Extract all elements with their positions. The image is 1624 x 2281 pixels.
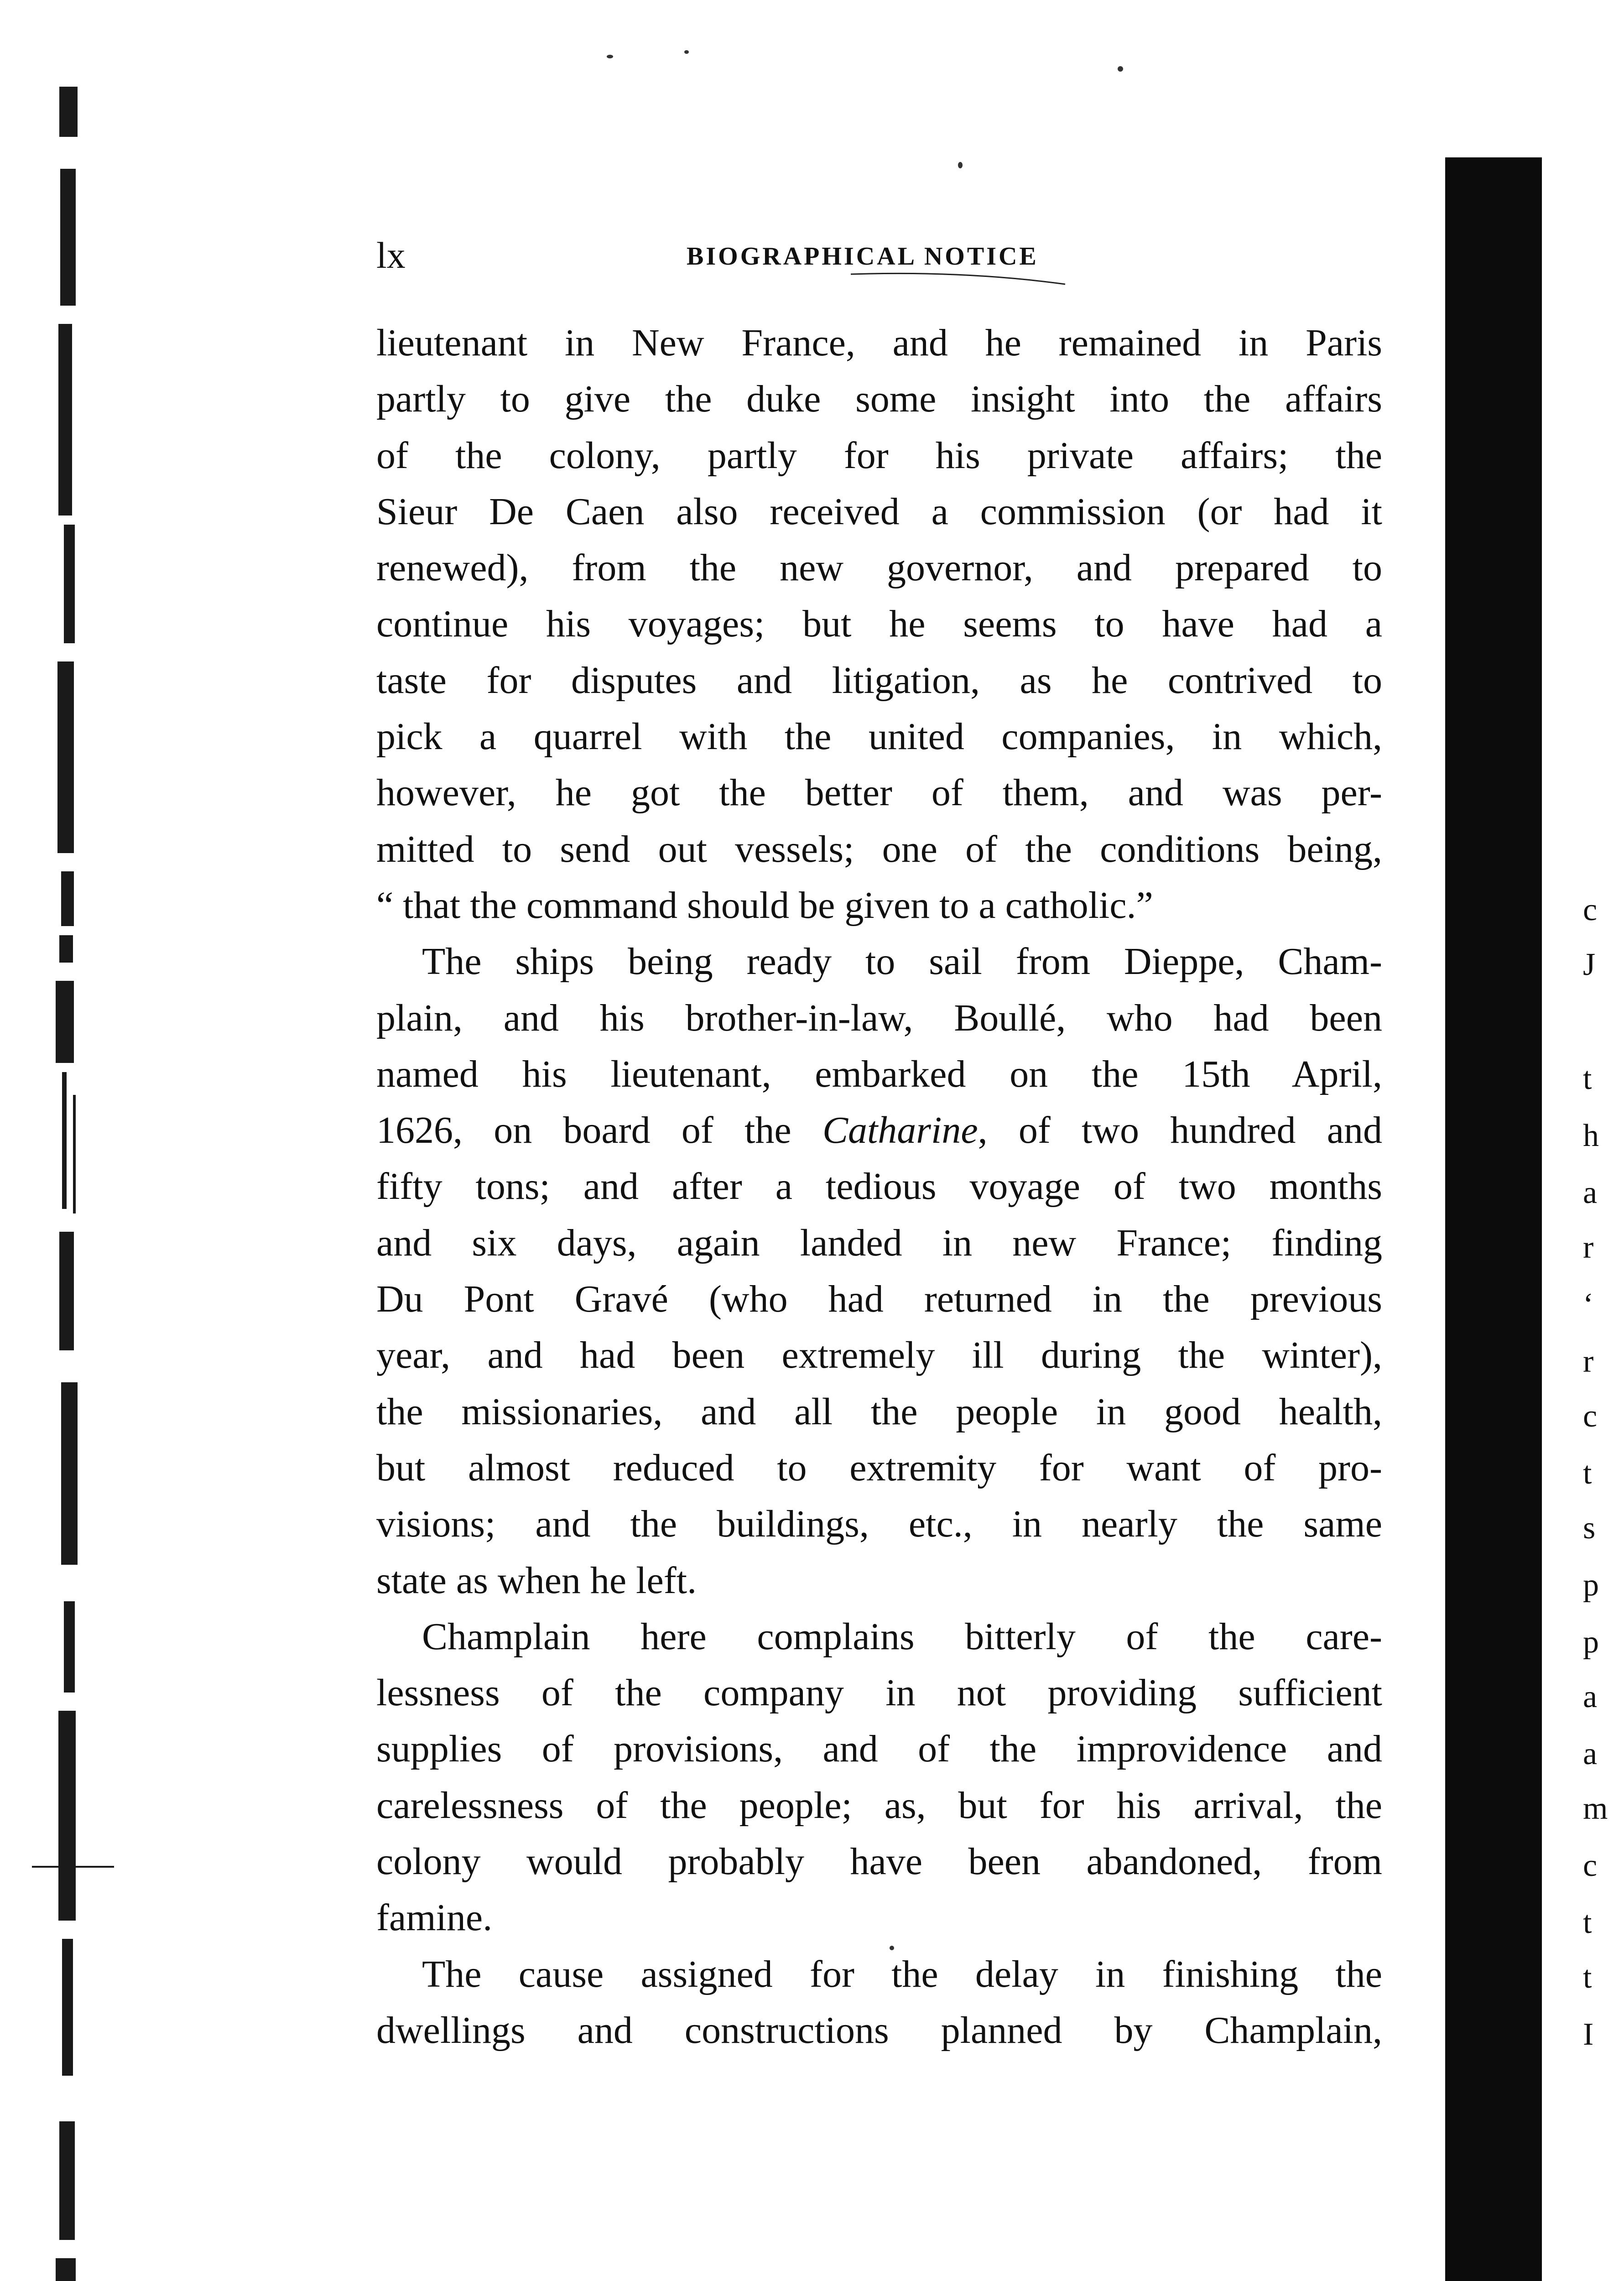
text-line: lieutenant in New France, and he remained in Paris: [376, 322, 1382, 364]
edge-letter: t: [1583, 1456, 1592, 1491]
scan-speck: [958, 162, 963, 168]
text-line: [376, 1102, 1382, 1158]
text-line: plain, and his brother-in-law, Boullé, who had been: [376, 996, 1382, 1039]
edge-letter: t: [1583, 1061, 1592, 1096]
scan-speck: [684, 50, 689, 54]
text-line: lessness of the company in not providing sufficient: [376, 1672, 1382, 1714]
edge-letter: c: [1583, 1848, 1598, 1883]
text-line: partly to give the duke some insight into the affairs: [376, 378, 1382, 421]
text-line: but almost reduced to extremity for want of pro-: [376, 1446, 1382, 1489]
text-line: famine.: [376, 1896, 493, 1939]
paragraph: [376, 1946, 1382, 2059]
text-line: Champlain here complains bitterly of the care-: [422, 1615, 1382, 1658]
text-line: fifty tons; and after a tedious voyage of two months: [376, 1165, 1382, 1208]
paragraph: [376, 933, 1382, 1609]
edge-letter: h: [1583, 1118, 1599, 1153]
text-line: Du Pont Gravé (who had returned in the previous: [376, 1278, 1382, 1321]
text-fragment: , of two hundred and: [978, 1109, 1382, 1152]
edge-letter: t: [1583, 1905, 1592, 1940]
edge-letter: s: [1583, 1510, 1596, 1546]
paragraph: [376, 1609, 1382, 1946]
text-line: carelessness of the people; as, but for his arrival, the: [376, 1784, 1382, 1827]
text-line: colony would probably have been abandoned, from: [376, 1840, 1382, 1883]
edge-letter: a: [1583, 1175, 1598, 1210]
text-line: continue his voyages; but he seems to have had a: [376, 603, 1382, 646]
text-line: supplies of provisions, and of the improvidence and: [376, 1728, 1382, 1771]
text-line: visions; and the buildings, etc., in nearly the same: [376, 1503, 1382, 1546]
edge-letter: a: [1583, 1736, 1598, 1771]
text-line: however, he got the better of them, and was per-: [376, 771, 1382, 814]
text-line: Sieur De Caen also received a commission (or had it: [376, 490, 1382, 533]
ship-name: Catharine: [822, 1109, 978, 1152]
text-line: taste for disputes and litigation, as he contrived to: [376, 659, 1382, 702]
text-line: state as when he left.: [376, 1559, 697, 1602]
text-line: “ that the command should be given to a catholic.”: [376, 884, 1153, 927]
scan-dark-band: [1445, 157, 1542, 2281]
edge-letter: r: [1583, 1344, 1594, 1379]
edge-letter: c: [1583, 1399, 1598, 1434]
text-line: and six days, again landed in new France; finding: [376, 1221, 1382, 1264]
paragraph: [376, 315, 1382, 933]
page-number: lx: [376, 234, 406, 276]
text-line: named his lieutenant, embarked on the 15th April,: [376, 1052, 1382, 1095]
running-head: [376, 230, 1380, 281]
title-flourish: [851, 271, 1070, 289]
edge-letter: I: [1583, 2017, 1594, 2052]
text-line: year, and had been extremely ill during the winter),: [376, 1334, 1382, 1377]
edge-letter: ‘: [1583, 1287, 1594, 1322]
scan-speck: [1118, 66, 1123, 72]
scan-speck: [607, 55, 613, 58]
text-line: dwellings and constructions planned by Champlain,: [376, 2009, 1382, 2052]
text-line: of the colony, partly for his private affairs; the: [376, 434, 1382, 477]
text-line: The ships being ready to sail from Dieppe, Cham-: [422, 940, 1382, 983]
binding-gutter: [32, 68, 100, 2281]
next-page-edge: [1583, 0, 1624, 2281]
text-fragment: 1626, on board of the: [376, 1109, 822, 1152]
edge-letter: p: [1583, 1568, 1599, 1603]
text-line: The cause assigned for the delay in finishing the: [422, 1953, 1382, 1995]
text-line: the missionaries, and all the people in good health,: [376, 1390, 1382, 1433]
edge-letter: c: [1583, 892, 1598, 927]
edge-letter: a: [1583, 1679, 1598, 1714]
page-body: [376, 315, 1382, 2058]
running-title: BIOGRAPHICAL NOTICE: [687, 242, 1039, 271]
edge-letter: t: [1583, 1960, 1592, 1995]
edge-letter: r: [1583, 1230, 1594, 1265]
edge-letter: J: [1583, 947, 1596, 982]
text-line: pick a quarrel with the united companies, in which,: [376, 715, 1382, 758]
edge-letter: m: [1583, 1791, 1608, 1826]
text-line: renewed), from the new governor, and prepared to: [376, 547, 1382, 589]
edge-letter: p: [1583, 1625, 1599, 1660]
text-line: mitted to send out vessels; one of the conditions being,: [376, 828, 1382, 870]
